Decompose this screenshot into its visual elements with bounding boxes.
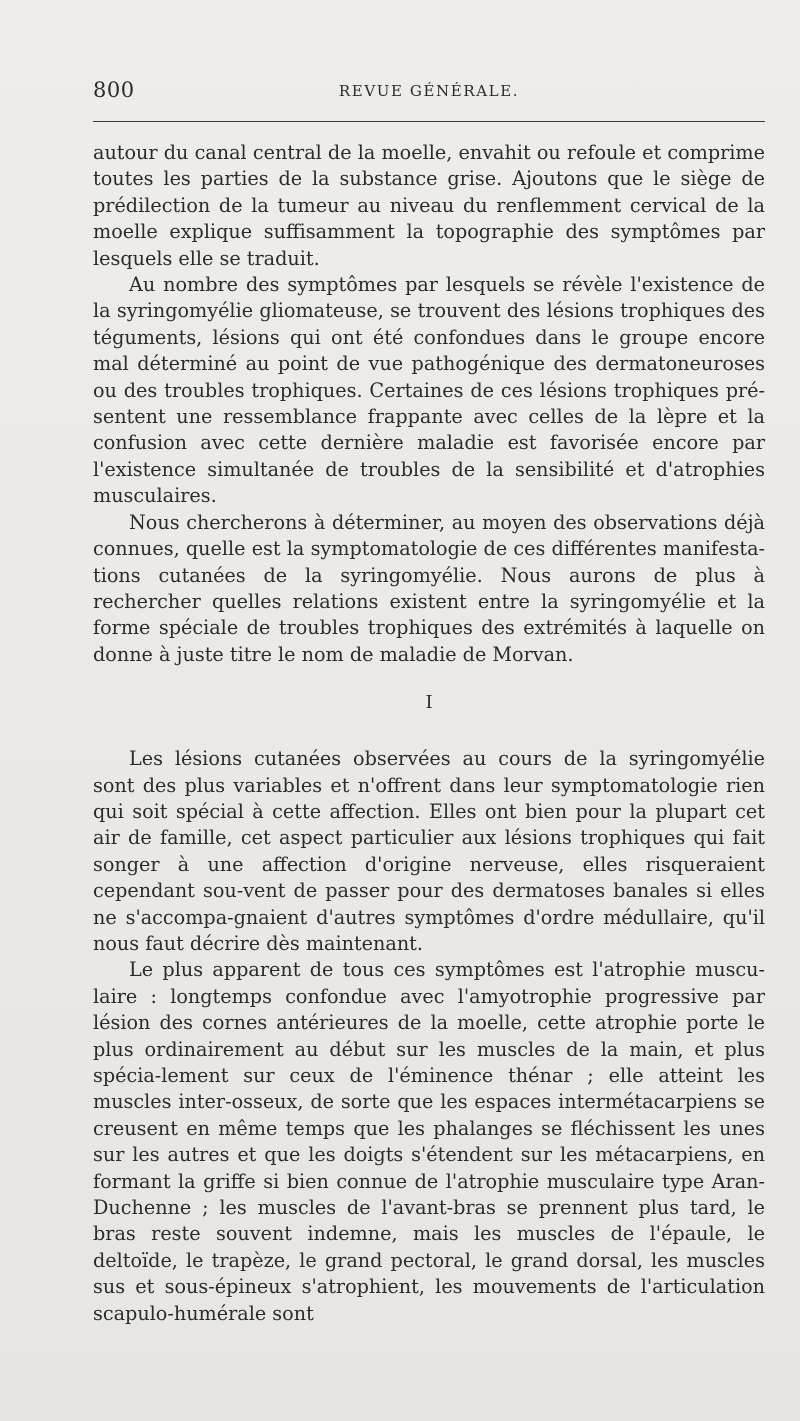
- article-body: [93, 140, 765, 1327]
- page-number: 800: [93, 78, 135, 102]
- page-header: [93, 78, 765, 108]
- paragraph: autour du canal central de la moelle, envahit ou refoule et comprime toutes les parties de la substance grise. Ajoutons que le siège de prédilection de la tumeur au niveau du renflemment cervical de la moelle explique suffisamment la topographie des symptômes par lesquels elle se traduit.: [93, 141, 765, 270]
- paragraph: Au nombre des symptômes par lesquels se révèle l'existence de la syringomyélie gliomateuse, se trouvent des lésions trophiques des téguments, lésions qui ont été confondues dans le groupe encore mal déterminé au point de vue pathogénique des dermatoneuroses ou des troubles trophiques. Certaines de ces lésions trophiques pré-sentent une ressemblance frappante avec celles de la lèpre et la confusion avec cette dernière maladie est favorisée encore par l'existence simultanée de troubles de la sensibilité et d'atrophies musculaires.: [93, 273, 765, 508]
- paragraph: Le plus apparent de tous ces symptômes est l'atrophie muscu-laire : longtemps confondue avec l'amyotrophie progressive par lésion des cornes antérieures de la moelle, cette atrophie porte le plus ordinairement au début sur les muscles de la main, et plus spécia-lement sur ceux de l'éminence thénar ; elle atteint les muscles inter-osseux, de sorte que les espaces intermétacarpiens se creusent en même temps que les phalanges se fléchissent les unes sur les autres et que les doigts s'étendent sur les métacarpiens, en formant la griffe si bien connue de l'atrophie musculaire type Aran-Duchenne ; les muscles de l'avant-bras se prennent plus tard, le bras reste souvent indemne, mais les muscles de l'épaule, le deltoïde, le trapèze, le grand pectoral, le grand dorsal, les muscles sus et sous-épineux s'atrophient, les mouvements de l'articulation scapulo-humérale sont: [93, 958, 765, 1325]
- running-title: REVUE GÉNÉRALE.: [338, 82, 520, 100]
- section-heading: I: [425, 692, 433, 714]
- paragraph: Nous chercherons à déterminer, au moyen des observations déjà connues, quelle est la symptomatologie de ces différentes manifesta-tions cutanées de la syringomyélie. Nous aurons de plus à rechercher quelles relations existent entre la syringomyélie et la forme spéciale de troubles trophiques des extrémités à laquelle on donne à juste titre le nom de maladie de Morvan.: [93, 510, 765, 666]
- header-rule: [93, 121, 765, 122]
- paragraph: Les lésions cutanées observées au cours de la syringomyélie sont des plus variables et n'offrent dans leur symptomatologie rien qui soit spécial à cette affection. Elles ont bien pour la plupart cet air de famille, cet aspect particulier aux lésions trophiques qui fait songer à une affection d'origine nerveuse, elles risqueraient cependant sou-vent de passer pour des dermatoses banales si elles ne s'accompa-gnaient d'autres symptômes d'ordre médullaire, qu'il nous faut décrire dès maintenant.: [93, 747, 765, 955]
